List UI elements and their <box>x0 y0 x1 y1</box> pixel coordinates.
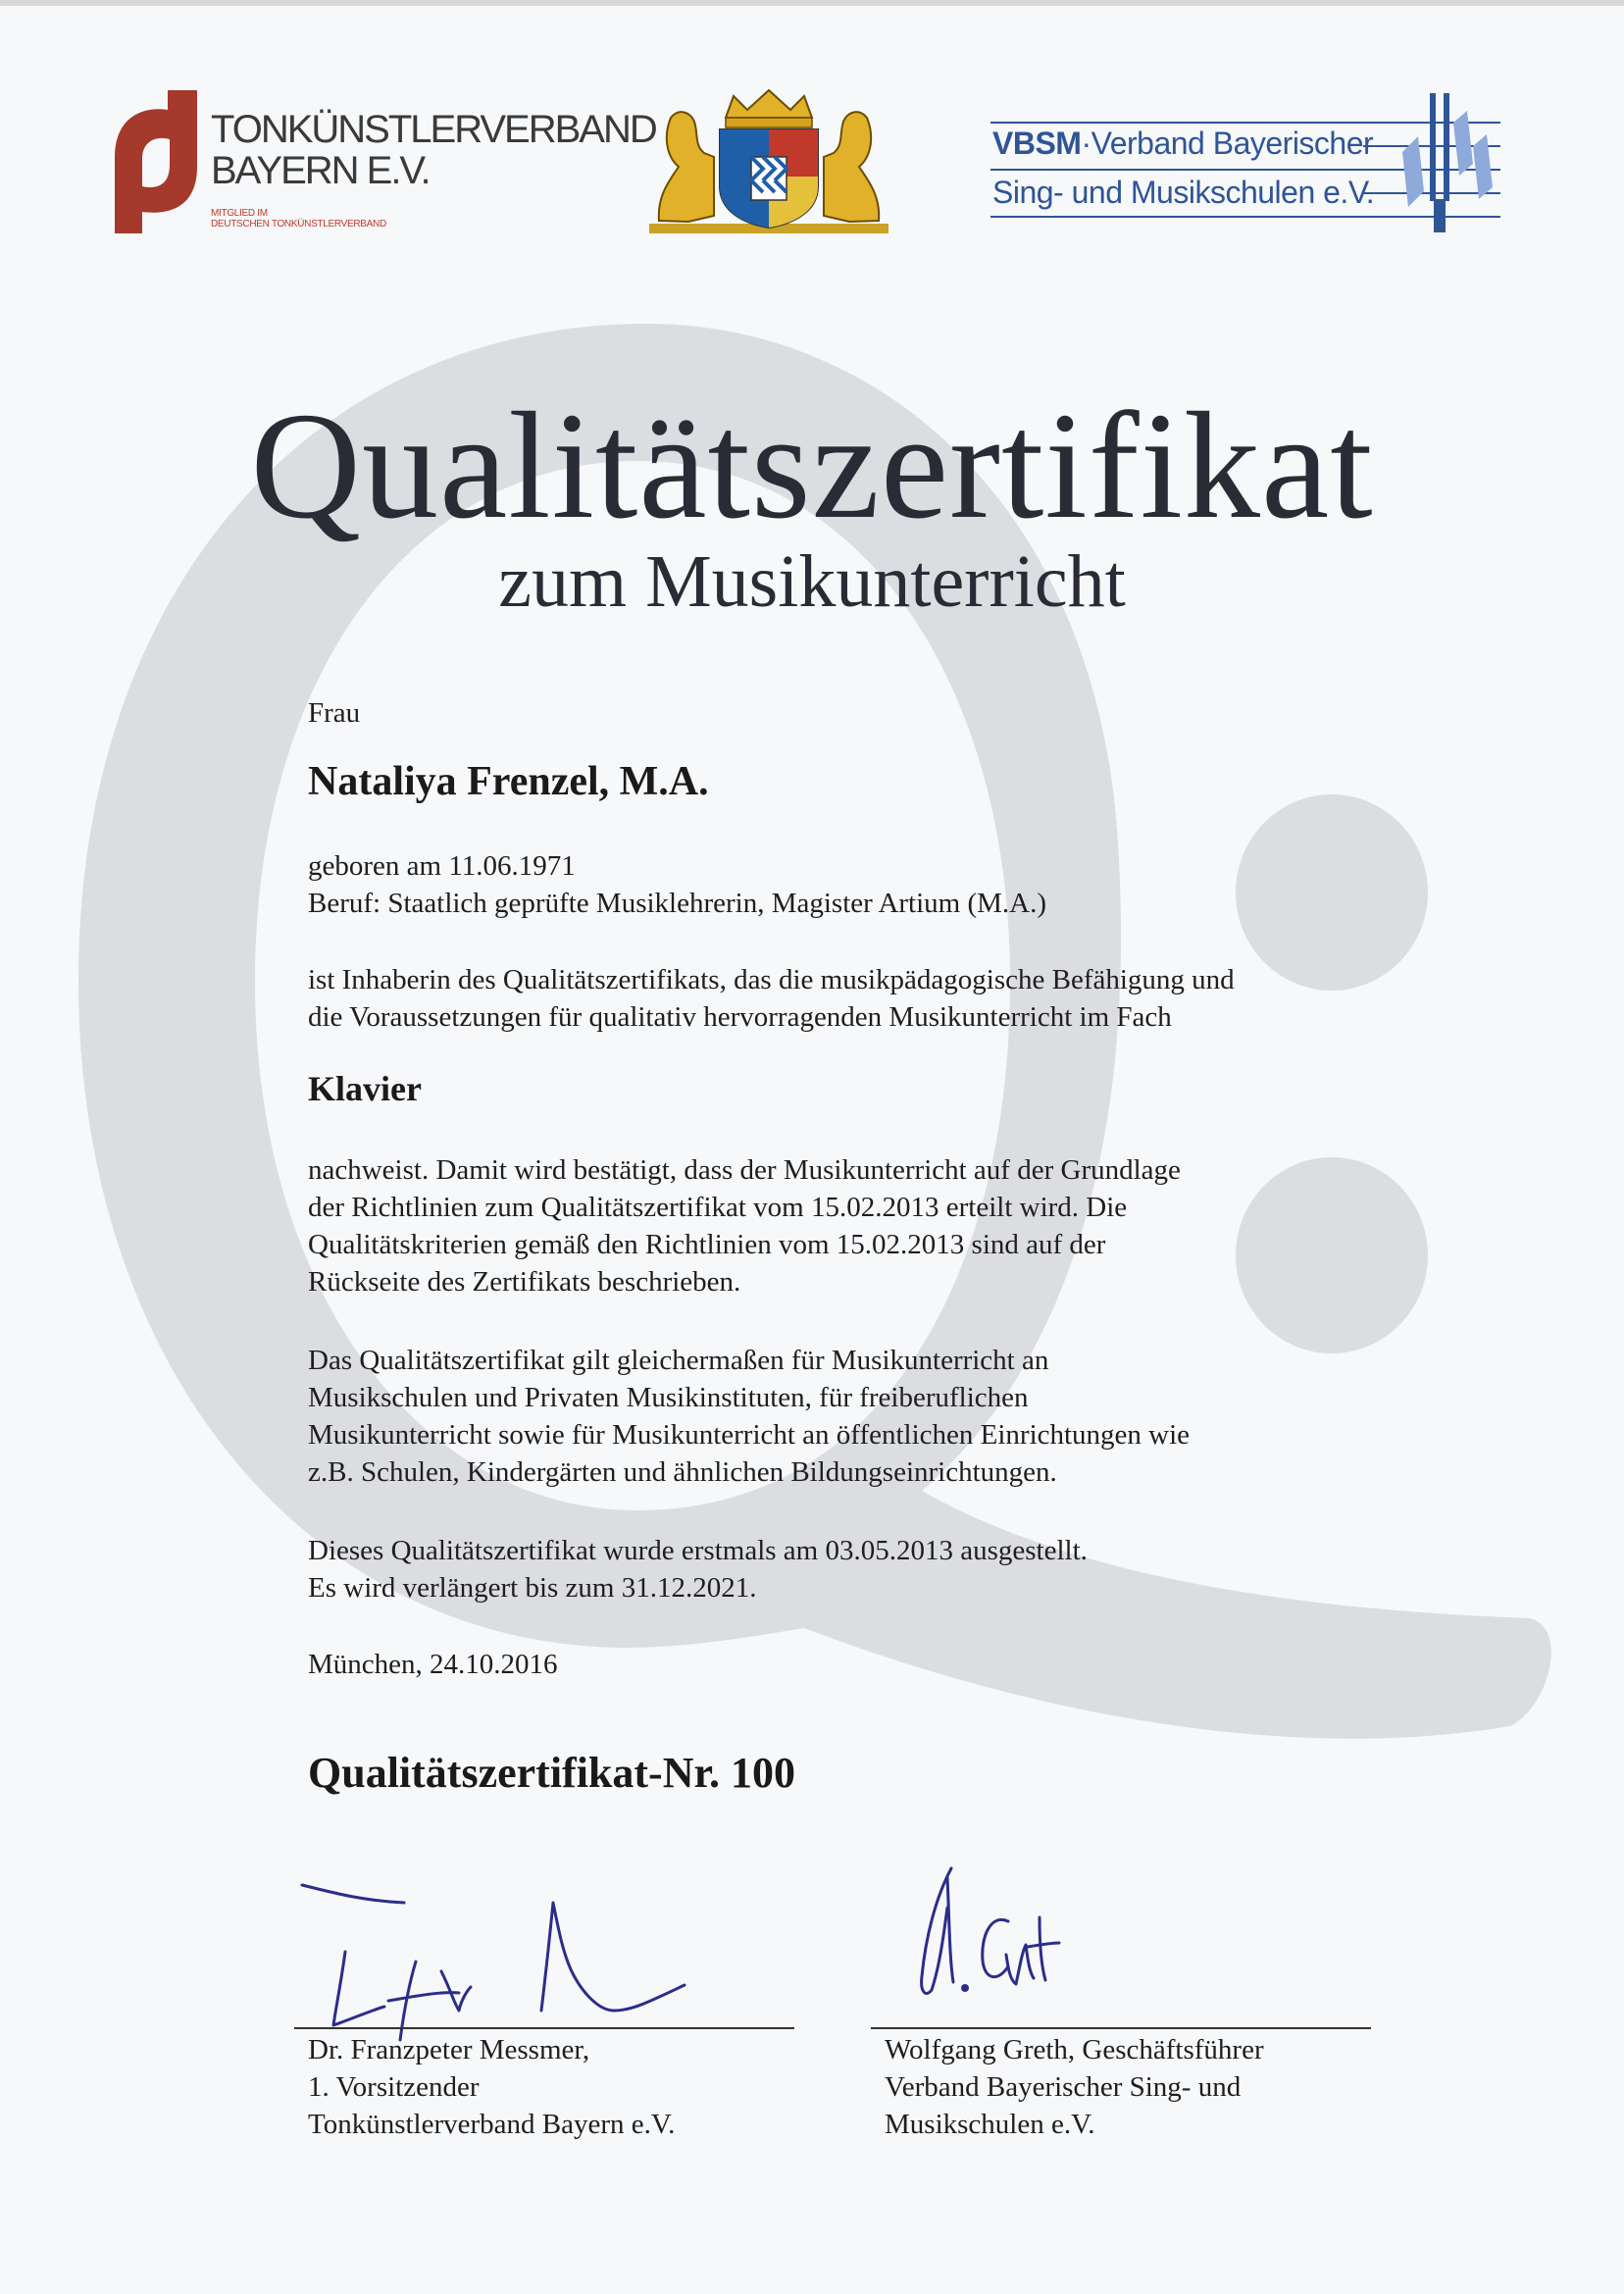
membership-line2: DEUTSCHEN TONKÜNSTLERVERBAND <box>211 219 386 229</box>
tonkuenstler-name-line2: BAYERN E.V. <box>211 149 430 192</box>
right-signer-line-3: Musikschulen e.V. <box>885 2109 1095 2140</box>
tonkuenstler-emblem-icon <box>113 88 201 235</box>
validity-line-2: Musikschulen und Privaten Musikinstituten, für freiberuflichen <box>308 1382 1029 1413</box>
membership-line1: MITGLIED IM <box>211 208 268 219</box>
birth-date: geboren am 11.06.1971 <box>308 850 576 882</box>
subject: Klavier <box>308 1069 422 1108</box>
bavarian-coat-of-arms-icon <box>649 88 888 235</box>
issue-line-2: Es wird verlängert bis zum 31.12.2021. <box>308 1572 757 1604</box>
validity-line-4: z.B. Schulen, Kindergärten und ähnlichen Bildungseinrichtungen. <box>308 1456 1057 1488</box>
right-signature-line <box>871 2027 1371 2029</box>
profession: Beruf: Staatlich geprüfte Musiklehrerin, Magister Artium (M.A.) <box>308 888 1047 919</box>
place-date: München, 24.10.2016 <box>308 1649 558 1680</box>
validity-line-3: Musikunterricht sowie für Musikunterricht an öffentlichen Einrichtungen wie <box>308 1419 1191 1451</box>
vbsm-name-line2: Sing- und Musikschulen e.V. <box>992 175 1375 210</box>
confirmation-line-4: Rückseite des Zertifikats beschrieben. <box>308 1266 741 1298</box>
vbsm-name-line1 <box>992 127 1373 160</box>
vbsm-staff-icon <box>990 93 1510 240</box>
certificate-title: Qualitätszertifikat <box>250 381 1374 550</box>
left-signature-line <box>294 2027 794 2029</box>
salutation: Frau <box>308 697 361 729</box>
issue-line-1: Dieses Qualitätszertifikat wurde erstmals am 03.05.2013 ausgestellt. <box>308 1535 1088 1566</box>
left-signer-line-1: Dr. Franzpeter Messmer, <box>308 2034 590 2065</box>
confirmation-line-1: nachweist. Damit wird bestätigt, dass der Musikunterricht auf der Grundlage <box>308 1154 1181 1186</box>
intro-line-2: die Voraussetzungen für qualitativ hervorragenden Musikunterricht im Fach <box>308 1001 1172 1033</box>
right-handwritten-signature <box>892 1859 1089 2015</box>
confirmation-line-3: Qualitätskriterien gemäß den Richtlinien vom 15.02.2013 sind auf der <box>308 1229 1106 1260</box>
holder-name: Nataliya Frenzel, M.A. <box>308 759 709 804</box>
tonkuenstler-membership-note <box>211 208 386 229</box>
left-handwritten-signature <box>294 1863 706 2050</box>
left-signer-line-3: Tonkünstlerverband Bayern e.V. <box>308 2109 676 2140</box>
vbsm-logo <box>990 93 1510 240</box>
left-signer-line-2: 1. Vorsitzender <box>308 2071 480 2103</box>
certificate-subtitle: zum Musikunterricht <box>498 540 1126 623</box>
right-signer-line-2: Verband Bayerischer Sing- und <box>885 2071 1242 2103</box>
confirmation-line-2: der Richtlinien zum Qualitätszertifikat vom 15.02.2013 erteilt wird. Die <box>308 1192 1128 1223</box>
tonkuenstler-name-line1: TONKÜNSTLERVERBAND <box>211 108 656 151</box>
right-signer-line-1: Wolfgang Greth, Geschäftsführer <box>885 2034 1264 2065</box>
certificate-number: Qualitätszertifikat-Nr. 100 <box>308 1749 795 1797</box>
tonkuenstlerverband-logo <box>113 88 656 245</box>
vbsm-abbr: VBSM <box>992 126 1082 161</box>
validity-line-1: Das Qualitätszertifikat gilt gleichermaßen für Musikunterricht an <box>308 1345 1049 1376</box>
intro-line-1: ist Inhaberin des Qualitätszertifikats, das die musikpädagogische Befähigung und <box>308 964 1235 995</box>
vbsm-line1-text: ·Verband Bayerischer <box>1081 126 1374 161</box>
